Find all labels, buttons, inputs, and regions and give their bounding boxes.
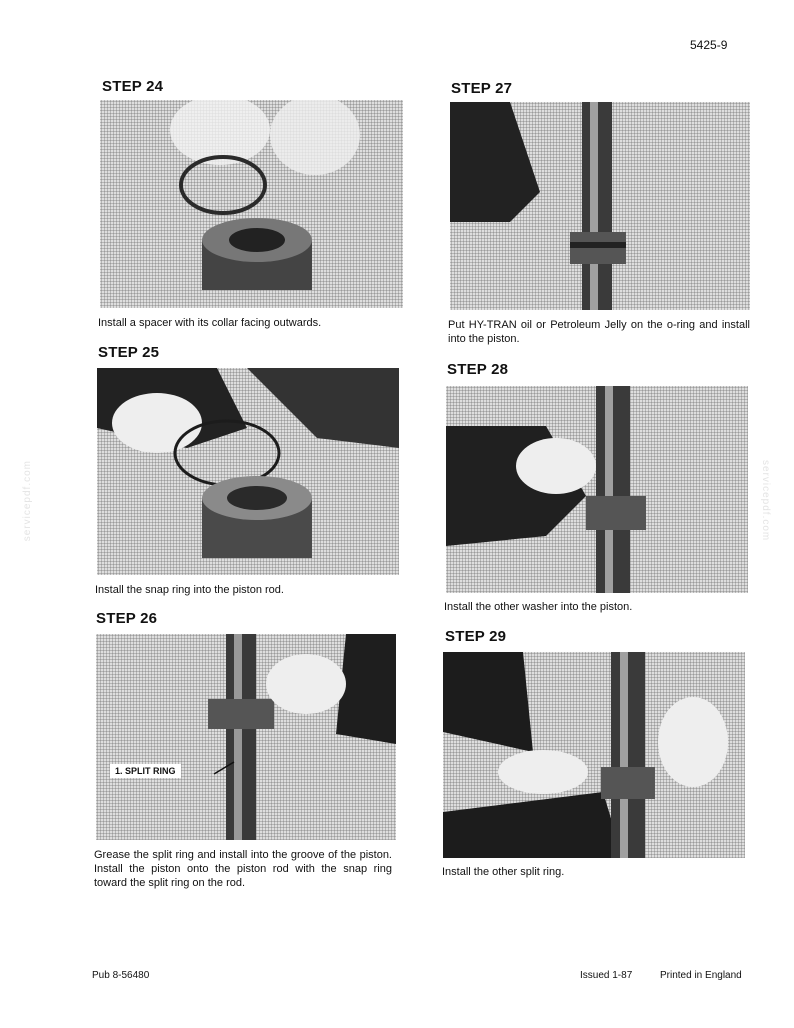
step-29-title: STEP 29 — [445, 628, 507, 645]
step-26-title: STEP 26 — [96, 610, 158, 627]
step-29-caption: Install the other split ring. — [442, 866, 565, 878]
step-24-caption: Install a spacer with its collar facing outwards. — [98, 317, 322, 329]
step-27-photo — [450, 102, 750, 310]
step-24-photo — [100, 100, 403, 308]
step-25-caption: Install the snap ring into the piston rod. — [95, 584, 284, 596]
step-25-title: STEP 25 — [98, 344, 160, 361]
step-27-title: STEP 27 — [451, 80, 513, 97]
footer-printed: Printed in England — [660, 970, 742, 981]
watermark-right: servicepdf.com — [760, 460, 771, 542]
footer-publication: Pub 8-56480 — [92, 970, 150, 981]
step-29-photo — [443, 652, 745, 858]
step-25-photo — [97, 368, 399, 575]
step-28-caption: Install the other washer into the piston. — [444, 601, 633, 613]
footer-issued: Issued 1-87 — [580, 970, 633, 981]
step-24-title: STEP 24 — [102, 78, 164, 95]
step-27-caption: Put HY-TRAN oil or Petroleum Jelly on the o-ring and install into the piston. — [448, 319, 750, 345]
split-ring-callout: 1. SPLIT RING — [110, 764, 181, 778]
step-28-photo — [446, 386, 748, 593]
step-28-title: STEP 28 — [447, 361, 509, 378]
watermark-left: servicepdf.com — [22, 460, 33, 542]
step-26-caption: Grease the split ring and install into the groove of the piston. Install the piston onto the piston rod with the snap ring toward the split ring on the rod. — [94, 849, 392, 889]
page-number: 5425-9 — [690, 38, 728, 52]
step-26-photo — [96, 634, 396, 840]
